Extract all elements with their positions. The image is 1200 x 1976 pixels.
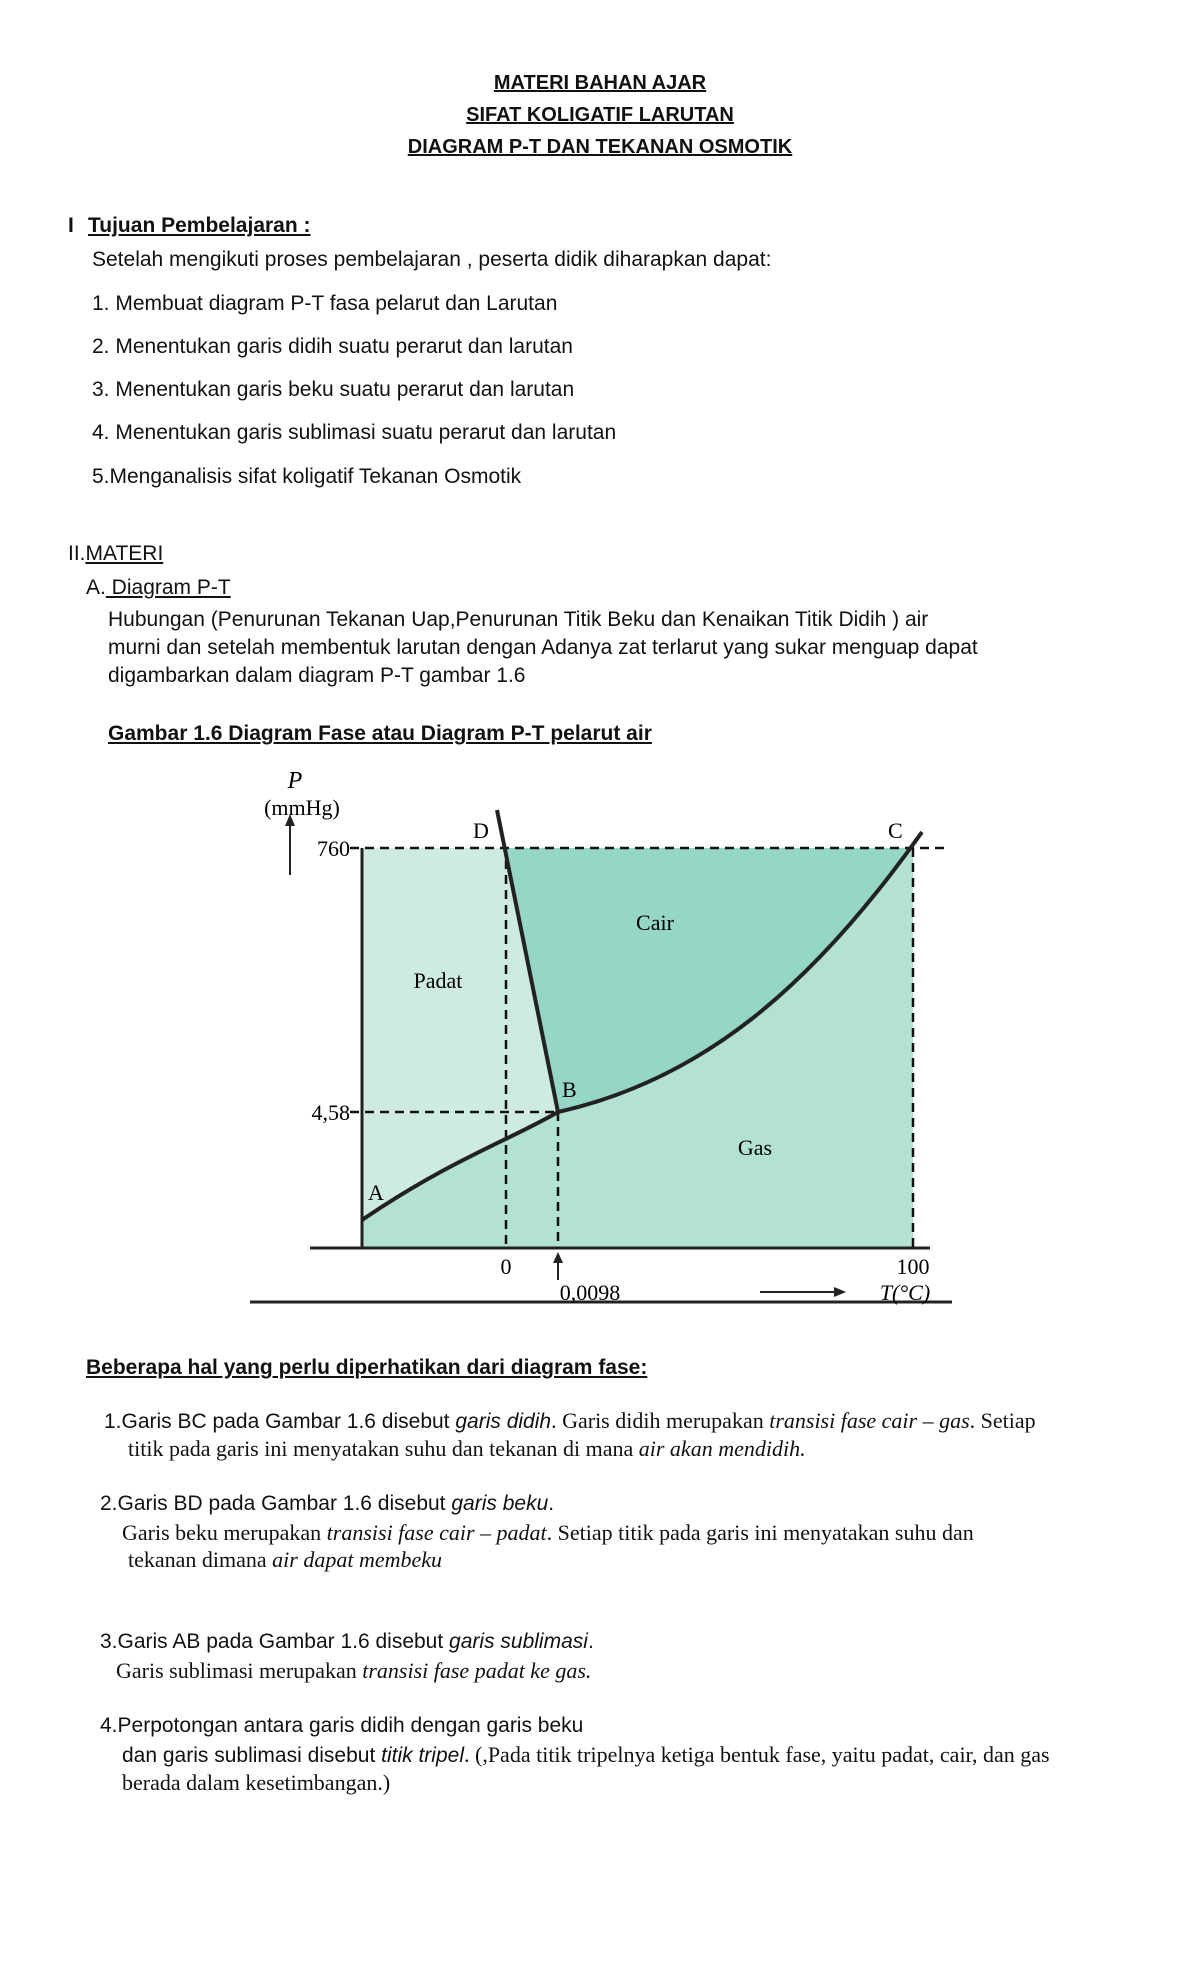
paragraph-line: digambarkan dalam diagram P-T gambar 1.6: [108, 664, 526, 687]
pressure-unit: (mmHg): [264, 795, 340, 820]
tick-100: 100: [896, 1254, 930, 1279]
note-2-line-2: Garis beku merupakan transisi fase cair – padat. Setiap titik pada garis ini menyatakan suhu dan: [122, 1520, 974, 1545]
objective-item: 4. Menentukan garis sublimasi suatu perarut dan larutan: [92, 421, 617, 444]
note-1-line-1: 1.Garis BC pada Gambar 1.6 disebut garis didih. Garis didih merupakan transisi fase cair – gas. Setiap: [104, 1408, 1036, 1433]
objective-item: 1. Membuat diagram P-T fasa pelarut dan Larutan: [92, 292, 558, 315]
tick-triple-temp: 0,0098: [559, 1280, 621, 1305]
figure-caption: Gambar 1.6 Diagram Fase atau Diagram P-T pelarut air: [108, 722, 652, 745]
pressure-symbol: P: [287, 768, 303, 794]
note-3-line-2: Garis sublimasi merupakan transisi fase padat ke gas.: [116, 1658, 592, 1683]
point-a-label: A: [368, 1180, 384, 1205]
subsection-heading: A. Diagram P-T: [86, 576, 231, 599]
objective-item: 5.Menganalisis sifat koligatif Tekanan Osmotik: [92, 465, 522, 488]
section-1-heading: Tujuan Pembelajaran :: [88, 214, 311, 237]
note-2-line-3: tekanan dimana air dapat membeku: [128, 1547, 443, 1572]
triple-point-arrow-head: [553, 1252, 563, 1263]
tick-760: 760: [317, 836, 350, 861]
note-1-line-2: titik pada garis ini menyatakan suhu dan tekanan di mana air akan mendidih.: [128, 1436, 806, 1461]
section-1-number: I: [68, 214, 74, 237]
temperature-label: T(°C): [879, 1280, 931, 1305]
region-liquid-label: Cair: [636, 910, 674, 935]
tick-458: 4,58: [311, 1100, 350, 1125]
objective-item: 2. Menentukan garis didih suatu perarut dan larutan: [92, 335, 573, 358]
header-line-3: DIAGRAM P-T DAN TEKANAN OSMOTIK: [407, 136, 793, 158]
region-solid-label: Padat: [413, 968, 463, 993]
note-2-line-1: 2.Garis BD pada Gambar 1.6 disebut garis beku.: [100, 1492, 555, 1515]
header-line-1: MATERI BAHAN AJAR: [493, 72, 707, 94]
point-d-label: D: [473, 818, 489, 843]
notes-heading: Beberapa hal yang perlu diperhatikan dari diagram fase:: [86, 1356, 648, 1379]
phase-diagram: [230, 760, 960, 1330]
paragraph-line: Hubungan (Penurunan Tekanan Uap,Penurunan Titik Beku dan Kenaikan Titik Didih ) air: [108, 608, 929, 631]
point-b-label: B: [562, 1077, 577, 1102]
note-4-line-2: dan garis sublimasi disebut titik tripel. (,Pada titik tripelnya ketiga bentuk fase, yaitu padat, cair, dan gas: [122, 1742, 1050, 1767]
tick-0: 0: [500, 1254, 512, 1279]
note-4-line-3: berada dalam kesetimbangan.): [122, 1770, 391, 1795]
temperature-arrow-head: [834, 1287, 846, 1297]
note-3-line-1: 3.Garis AB pada Gambar 1.6 disebut garis sublimasi.: [100, 1630, 594, 1653]
header-line-2: SIFAT KOLIGATIF LARUTAN: [466, 104, 734, 126]
section-1-intro: Setelah mengikuti proses pembelajaran , peserta didik diharapkan dapat:: [92, 248, 772, 271]
section-2-heading: II.MATERI: [68, 542, 164, 565]
objective-item: 3. Menentukan garis beku suatu perarut dan larutan: [92, 378, 575, 401]
region-gas-label: Gas: [737, 1135, 773, 1160]
paragraph-line: murni dan setelah membentuk larutan dengan Adanya zat terlarut yang sukar menguap dapat: [108, 636, 978, 659]
note-4-line-1: 4.Perpotongan antara garis didih dengan garis beku: [100, 1714, 584, 1737]
point-c-label: C: [888, 818, 903, 843]
